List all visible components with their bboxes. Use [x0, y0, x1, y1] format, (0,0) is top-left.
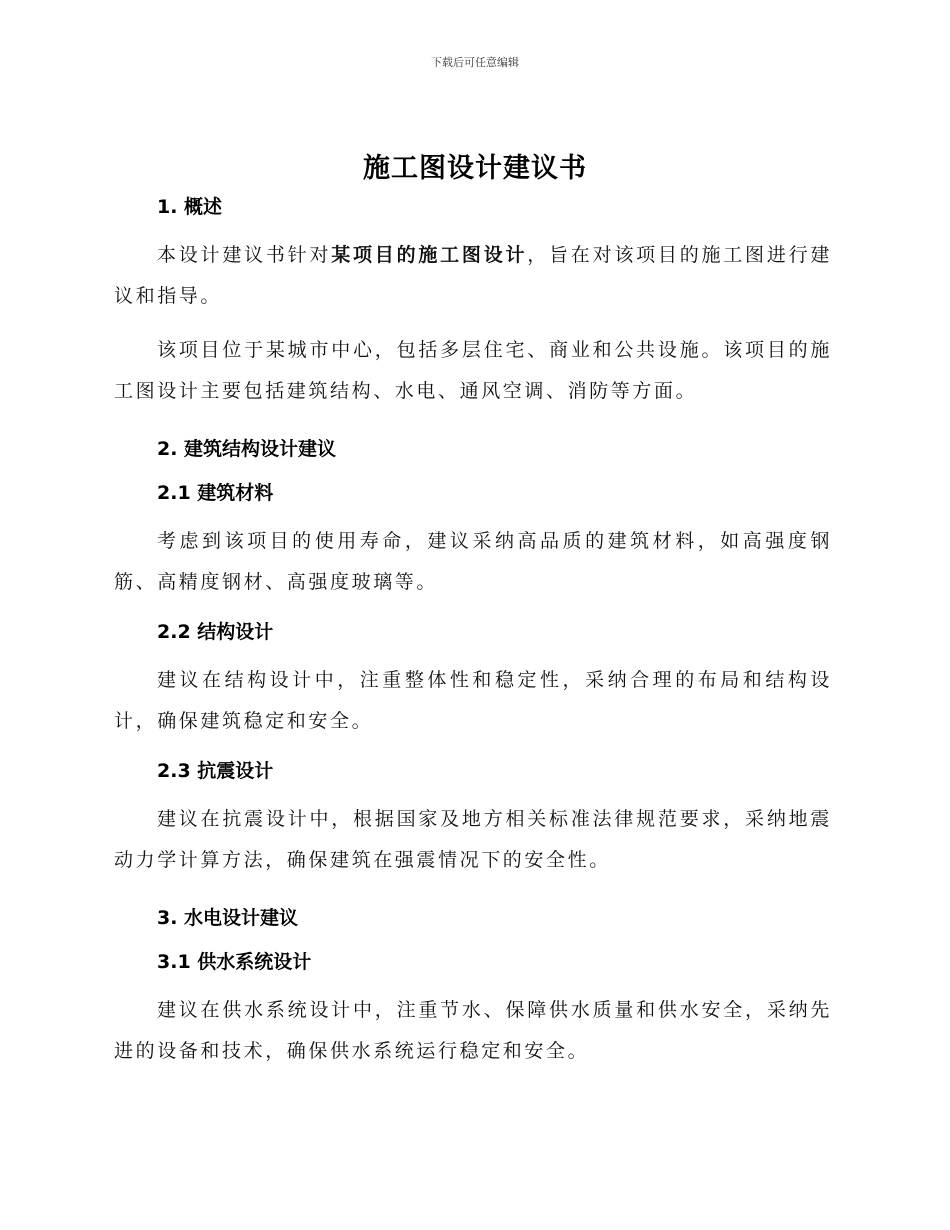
materials-paragraph: 考虑到该项目的使用寿命，建议采纳高品质的建筑材料，如高强度钢筋、高精度钢材、高强度玻璃等。: [114, 530, 832, 593]
overview-paragraph-2: 该项目位于某城市中心，包括多层住宅、商业和公共设施。该项目的施工图设计主要包括建筑结构、水电、通风空调、消防等方面。: [114, 339, 832, 402]
overview-text-post: ，旨在对该项目的施工图进行建议和指导。: [114, 244, 832, 307]
water-supply-paragraph: 建议在供水系统设计中，注重节水、保障供水质量和供水安全，采纳先进的设备和技术，确保供水系统运行稳定和安全。: [114, 999, 832, 1062]
overview-paragraph-1: [114, 235, 832, 317]
section-heading-structure: 2. 建筑结构设计建议: [157, 438, 337, 460]
overview-project-name: 某项目的施工图设计: [331, 244, 528, 266]
header-note: 下载后可任意编辑: [431, 56, 519, 69]
subsection-heading-structural-design: 2.2 结构设计: [157, 621, 274, 643]
document-title: 施工图设计建议书: [363, 153, 587, 184]
structural-design-paragraph: 建议在结构设计中，注重整体性和稳定性，采纳合理的布局和结构设计，确保建筑稳定和安全。: [114, 669, 832, 732]
subsection-heading-water-supply: 3.1 供水系统设计: [157, 951, 312, 973]
section-heading-water-electric: 3. 水电设计建议: [157, 907, 299, 929]
overview-text-pre: 本设计建议书针对: [157, 244, 332, 266]
subsection-heading-materials: 2.1 建筑材料: [157, 482, 274, 504]
seismic-paragraph: 建议在抗震设计中，根据国家及地方相关标准法律规范要求，采纳地震动力学计算方法，确保建筑在强震情况下的安全性。: [114, 808, 832, 871]
subsection-heading-seismic: 2.3 抗震设计: [157, 760, 274, 782]
section-heading-overview: 1. 概述: [157, 196, 223, 218]
document-body: [114, 192, 832, 1072]
